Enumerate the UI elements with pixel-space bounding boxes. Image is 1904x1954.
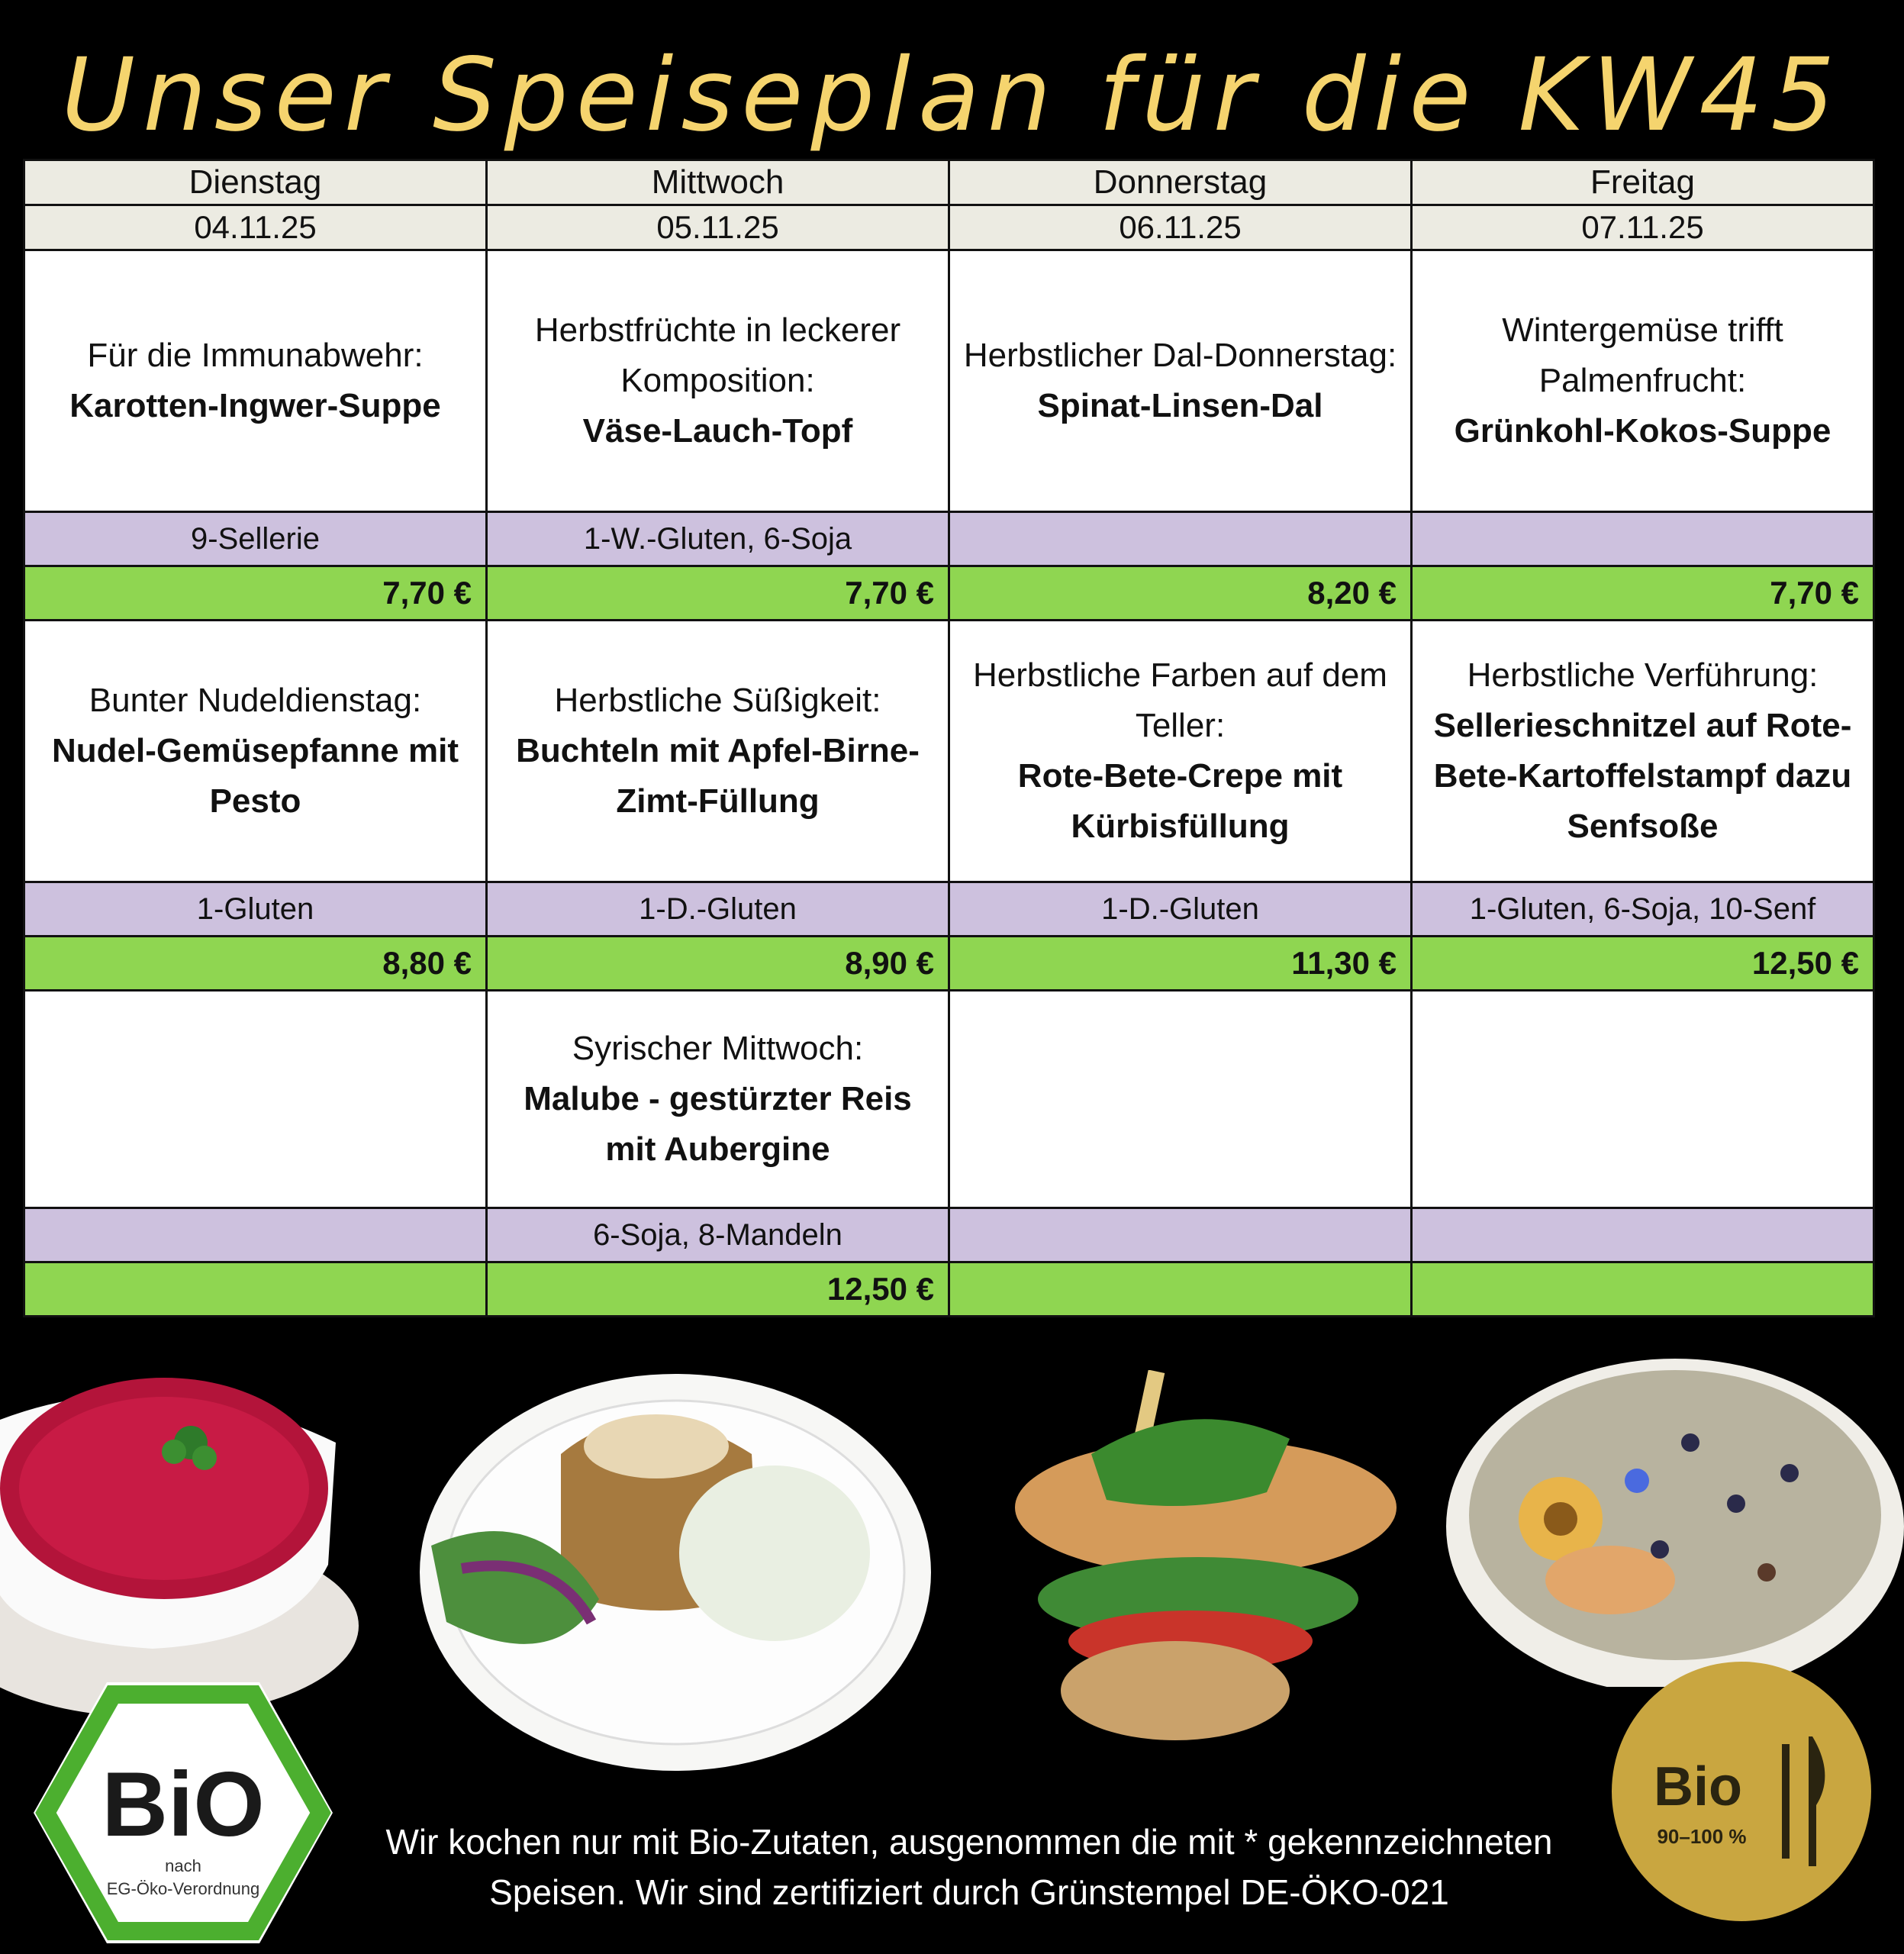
allergen-cell: 1-D.-Gluten [949, 882, 1412, 937]
allergen-cell: 6-Soja, 8-Mandeln [487, 1208, 949, 1262]
dish-cell [487, 250, 949, 512]
dish-cell [24, 621, 487, 882]
dish-name: Väse-Lauch-Topf [582, 412, 853, 450]
bio-sub-regulation: EG-Öko-Verordnung [106, 1879, 260, 1898]
price-cell [949, 1262, 1412, 1317]
date-label: 05.11.25 [487, 205, 949, 250]
day-label: Donnerstag [949, 160, 1412, 205]
allergen-cell: 9-Sellerie [24, 512, 487, 566]
price-cell: 8,80 € [24, 937, 487, 991]
bio-gold-percent: 90–100 % [1657, 1825, 1747, 1848]
price-row [24, 1262, 1874, 1317]
dish-name: Grünkohl-Kokos-Suppe [1454, 412, 1832, 450]
bio-gold-word: Bio [1654, 1756, 1742, 1817]
dish-name: Buchteln mit Apfel-Birne-Zimt-Füllung [516, 732, 920, 820]
dish-name: Nudel-Gemüsepfanne mit Pesto [52, 732, 459, 820]
date-label: 07.11.25 [1412, 205, 1874, 250]
day-label: Freitag [1412, 160, 1874, 205]
dish-row [24, 621, 1874, 882]
soup-photo [0, 1351, 359, 1733]
dish-name: Sellerieschnitzel auf Rote-Bete-Kartoffelstampf dazu Senfsoße [1433, 707, 1852, 845]
dish-intro: Bunter Nudeldienstag: [89, 682, 422, 719]
allergen-row [24, 882, 1874, 937]
day-header-row [24, 160, 1874, 205]
price-row [24, 937, 1874, 991]
dish-cell [1412, 621, 1874, 882]
dish-cell [24, 991, 487, 1208]
price-cell: 12,50 € [1412, 937, 1874, 991]
price-cell: 7,70 € [487, 566, 949, 621]
bio-sub-nach: nach [165, 1856, 201, 1875]
bio-word: BiO [101, 1753, 265, 1856]
price-cell: 7,70 € [24, 566, 487, 621]
dish-cell [949, 621, 1412, 882]
dish-intro: Herbstlicher Dal-Donnerstag: [963, 337, 1397, 374]
dish-name: Karotten-Ingwer-Suppe [69, 387, 441, 424]
dish-intro: Syrischer Mittwoch: [572, 1030, 864, 1067]
price-cell [1412, 1262, 1874, 1317]
allergen-cell [949, 1208, 1412, 1262]
dish-name: Spinat-Linsen-Dal [1037, 387, 1323, 424]
organic-notice [321, 1817, 1618, 1917]
menu-table [23, 159, 1875, 1317]
price-cell: 12,50 € [487, 1262, 949, 1317]
allergen-cell [1412, 1208, 1874, 1262]
dish-intro: Wintergemüse trifft Palmenfrucht: [1502, 311, 1783, 399]
allergen-row [24, 512, 1874, 566]
allergen-cell [24, 1208, 487, 1262]
dish-intro: Herbstliche Verführung: [1467, 656, 1819, 694]
date-label: 06.11.25 [949, 205, 1412, 250]
dish-intro: Herbstliche Farben auf dem Teller: [973, 656, 1387, 744]
dish-cell [949, 991, 1412, 1208]
day-label: Dienstag [24, 160, 487, 205]
allergen-cell [1412, 512, 1874, 566]
organic-notice-line2: Speisen. Wir sind zertifiziert durch Grünstempel DE-ÖKO-021 [489, 1872, 1449, 1912]
page-title: Unser Speiseplan für die KW45 [61, 37, 1843, 154]
dish-cell [24, 250, 487, 512]
price-cell: 11,30 € [949, 937, 1412, 991]
price-cell [24, 1262, 487, 1317]
dish-cell [1412, 250, 1874, 512]
dish-cell [949, 250, 1412, 512]
rice-aubergine-photo [416, 1370, 935, 1775]
price-cell: 8,90 € [487, 937, 949, 991]
dish-row [24, 250, 1874, 512]
dish-row [24, 991, 1874, 1208]
price-cell: 8,20 € [949, 566, 1412, 621]
crepe-photo [992, 1370, 1419, 1752]
dish-name: Rote-Bete-Crepe mit Kürbisfüllung [1017, 757, 1343, 845]
price-cell: 7,70 € [1412, 566, 1874, 621]
bio-percent-logo [1610, 1660, 1873, 1923]
allergen-cell: 1-Gluten, 6-Soja, 10-Senf [1412, 882, 1874, 937]
dish-cell [1412, 991, 1874, 1208]
allergen-cell: 1-D.-Gluten [487, 882, 949, 937]
bio-seal-logo [31, 1679, 336, 1946]
dish-cell [487, 621, 949, 882]
fork-icon [1782, 1744, 1790, 1859]
dish-name: Malube - gestürzter Reis mit Aubergine [524, 1080, 912, 1168]
porridge-photo [1446, 1351, 1904, 1687]
day-label: Mittwoch [487, 160, 949, 205]
dish-intro: Herbstfrüchte in leckerer Komposition: [534, 311, 901, 399]
dish-intro: Für die Immunabwehr: [87, 337, 424, 374]
allergen-cell: 1-Gluten [24, 882, 487, 937]
dish-cell [487, 991, 949, 1208]
dish-intro: Herbstliche Süßigkeit: [554, 682, 881, 719]
allergen-cell: 1-W.-Gluten, 6-Soja [487, 512, 949, 566]
date-label: 04.11.25 [24, 205, 487, 250]
price-row [24, 566, 1874, 621]
allergen-cell [949, 512, 1412, 566]
organic-notice-line1: Wir kochen nur mit Bio-Zutaten, ausgenommen die mit * gekennzeichneten [385, 1822, 1553, 1862]
allergen-row [24, 1208, 1874, 1262]
date-row [24, 205, 1874, 250]
